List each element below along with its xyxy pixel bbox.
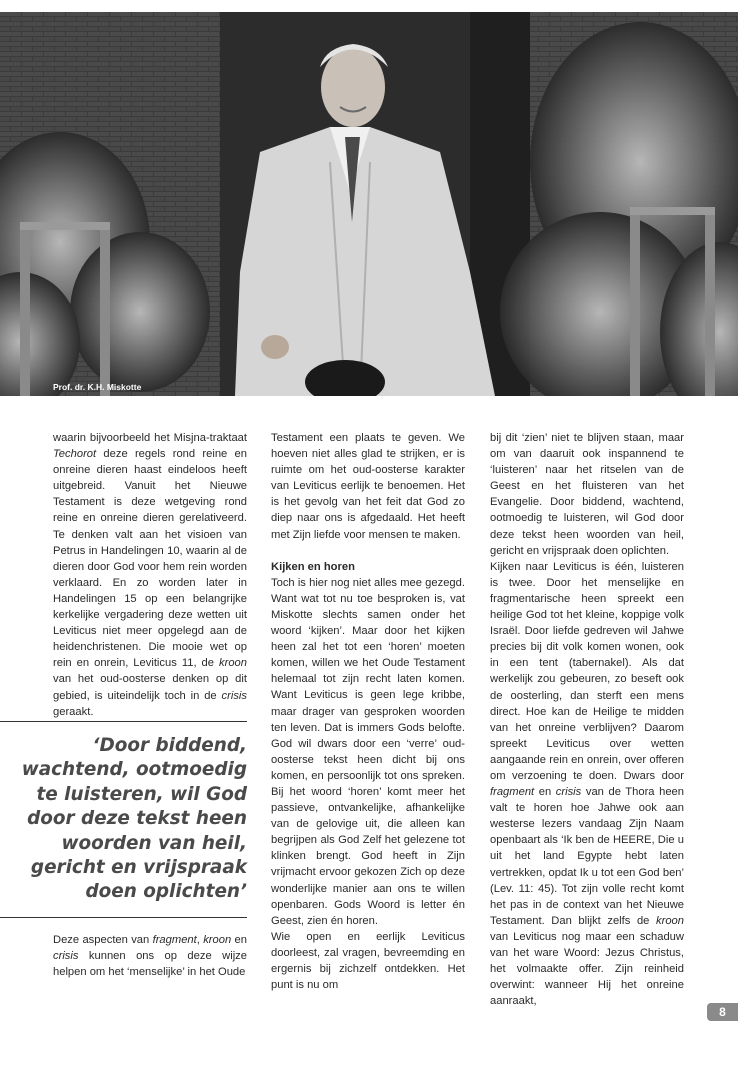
paragraph: Wie open en eerlijk Leviticus doorleest, zal vragen, bevreemding en ergernis bij zichzelf ontdekken. Het punt is nu om bbox=[271, 930, 465, 992]
emphasis: fragment bbox=[490, 786, 535, 799]
portrait-photo bbox=[0, 12, 738, 396]
paragraph: Testament een plaats te geven. We hoeven niet alles glad te strijken, er is ruimte om het oud-oosterse karakter van Leviticus eerlijk te benoemen. Het is het gevolg van het feit dat God zo diep naar ons is afgedaald. Het heeft met Zijn liefde voor mensen te maken. bbox=[271, 432, 465, 541]
emphasis: fragment bbox=[152, 934, 197, 946]
divider bbox=[0, 917, 247, 918]
pull-quote bbox=[0, 721, 247, 918]
paragraph: waarin bijvoorbeeld het Misjna-traktaat Techorot deze regels rond reine en onreine dieren haast eindeloos heeft uitgebreid. Vanuit het Nieuwe Testament is deze wetgeving rond reine en onreine dieren gerelativeerd. Te denken valt aan het visioen van Petrus in Handelingen 10, waarin al de dieren door God voor hem rein worden verklaard. En zo worden later in Handelingen 15 op een belangrijke kerkelijke vergadering deze wetten uit Leviticus niet meer opgelegd aan de heidenchristenen. Die mooie wet op rein en onrein, Leviticus 11, de kroon van het oud-oosterse denken op dit gebied, is uiteindelijk toch in de crisis geraakt. bbox=[53, 432, 247, 718]
column-2 bbox=[271, 430, 465, 993]
paragraph: Kijken naar Leviticus is één, luisteren is twee. Door het menselijke en fragmentarische heen spreekt een heilige God tot het kleine, koppige volk Israël. Door liefde gedreven wil Jahwe precies bij dit volk komen wonen, ook in een tent (tabernakel). Als dat werkelijk zou gebeuren, zo beseft ook de oosterling, dan sterft een mens direct. Hoe kan de Heilige te midden van het onreine verblijven? Daarom spreekt Leviticus over wetten aangaande rein en onrein, over offeren om verzoening te doen. Dwars door fragment en crisis van de Thora heen valt te horen hoe Jahwe ook aan westerse lezers vandaag Zijn Naam openbaart als ‘Ik ben de HEERE, Die u uit het land Egypte hebt laten vertrekken, opdat Ik u tot een God ben’ (Lev. 11: 45). Tot zijn volle recht komt het pas in de context van het Nieuwe Testament. Dan blijkt zelfs de kroon van Leviticus nog maar een schaduw van het ware Woord: Jezus Christus, het volmaakte offer. Zijn reinheid overwint: wanneer Hij het onreine aanraakt, bbox=[490, 560, 684, 1008]
column-1 bbox=[53, 430, 247, 720]
emphasis: crisis bbox=[53, 950, 79, 963]
paragraph: bij dit ‘zien’ niet te blijven staan, maar om van daaruit ook inspannend te ‘luisteren’ naar het ritselen van de Geest en het fluisteren van het Evangelie. Door biddend, wachtend, ootmoedig te luisteren, wil God door deze tekst heen woorden van heil, gericht en vrijspraak doen oplichten. bbox=[490, 432, 684, 557]
photo-illustration bbox=[0, 12, 738, 396]
column-1-continued bbox=[53, 932, 247, 980]
page-number: 8 bbox=[707, 1003, 738, 1021]
paragraph: Toch is hier nog niet alles mee gezegd. Want wat tot nu toe besproken is, vat Miskotte slechts samen onder het woord ‘kijken’. Maar door het kijken heen zal het tot een ‘horen’ moeten komen, willen we het Oude Testament helemaal tot zijn recht laten komen. Want Leviticus is geen lege kribbe, maar drager van gesproken woorden ten leven. Dat is immers Gods belofte. God wil dwars door een ‘verre’ oud-oosterse tekst heen dicht bij ons komen, en persoonlijk tot ons spreken. Bij het woord ‘horen’ komt meer het passieve, ontvankelijke, afhankelijke van de gelovige uit, die alleen kan begrijpen als God Zelf het gelezene tot klinken brengt. God heeft in Zijn vrijmacht ervoor gekozen Zich op deze wonderlijke manier aan ons te willen openbaren. Gods Woord is letter én Geest, zien én horen. bbox=[271, 576, 465, 927]
emphasis: kroon bbox=[203, 934, 232, 946]
emphasis: kroon bbox=[656, 914, 684, 927]
column-3 bbox=[490, 430, 684, 1009]
pull-quote-text: ‘Door biddend, wachtend, ootmoedig te luisteren, wil God door deze tekst heen woorden van heil, gericht en vrijspraak doen oplichten’ bbox=[21, 735, 247, 903]
emphasis: kroon bbox=[219, 657, 247, 670]
emphasis: Techorot bbox=[53, 448, 97, 461]
emphasis: crisis bbox=[221, 689, 247, 702]
section-heading: Kijken en horen bbox=[271, 560, 355, 573]
photo-caption: Prof. dr. K.H. Miskotte bbox=[53, 382, 142, 392]
emphasis: crisis bbox=[555, 786, 582, 799]
paragraph: Deze aspecten van fragment, kroon en crisis kunnen ons op deze wijze helpen om het ‘menselijke’ in het Oude bbox=[53, 934, 247, 979]
